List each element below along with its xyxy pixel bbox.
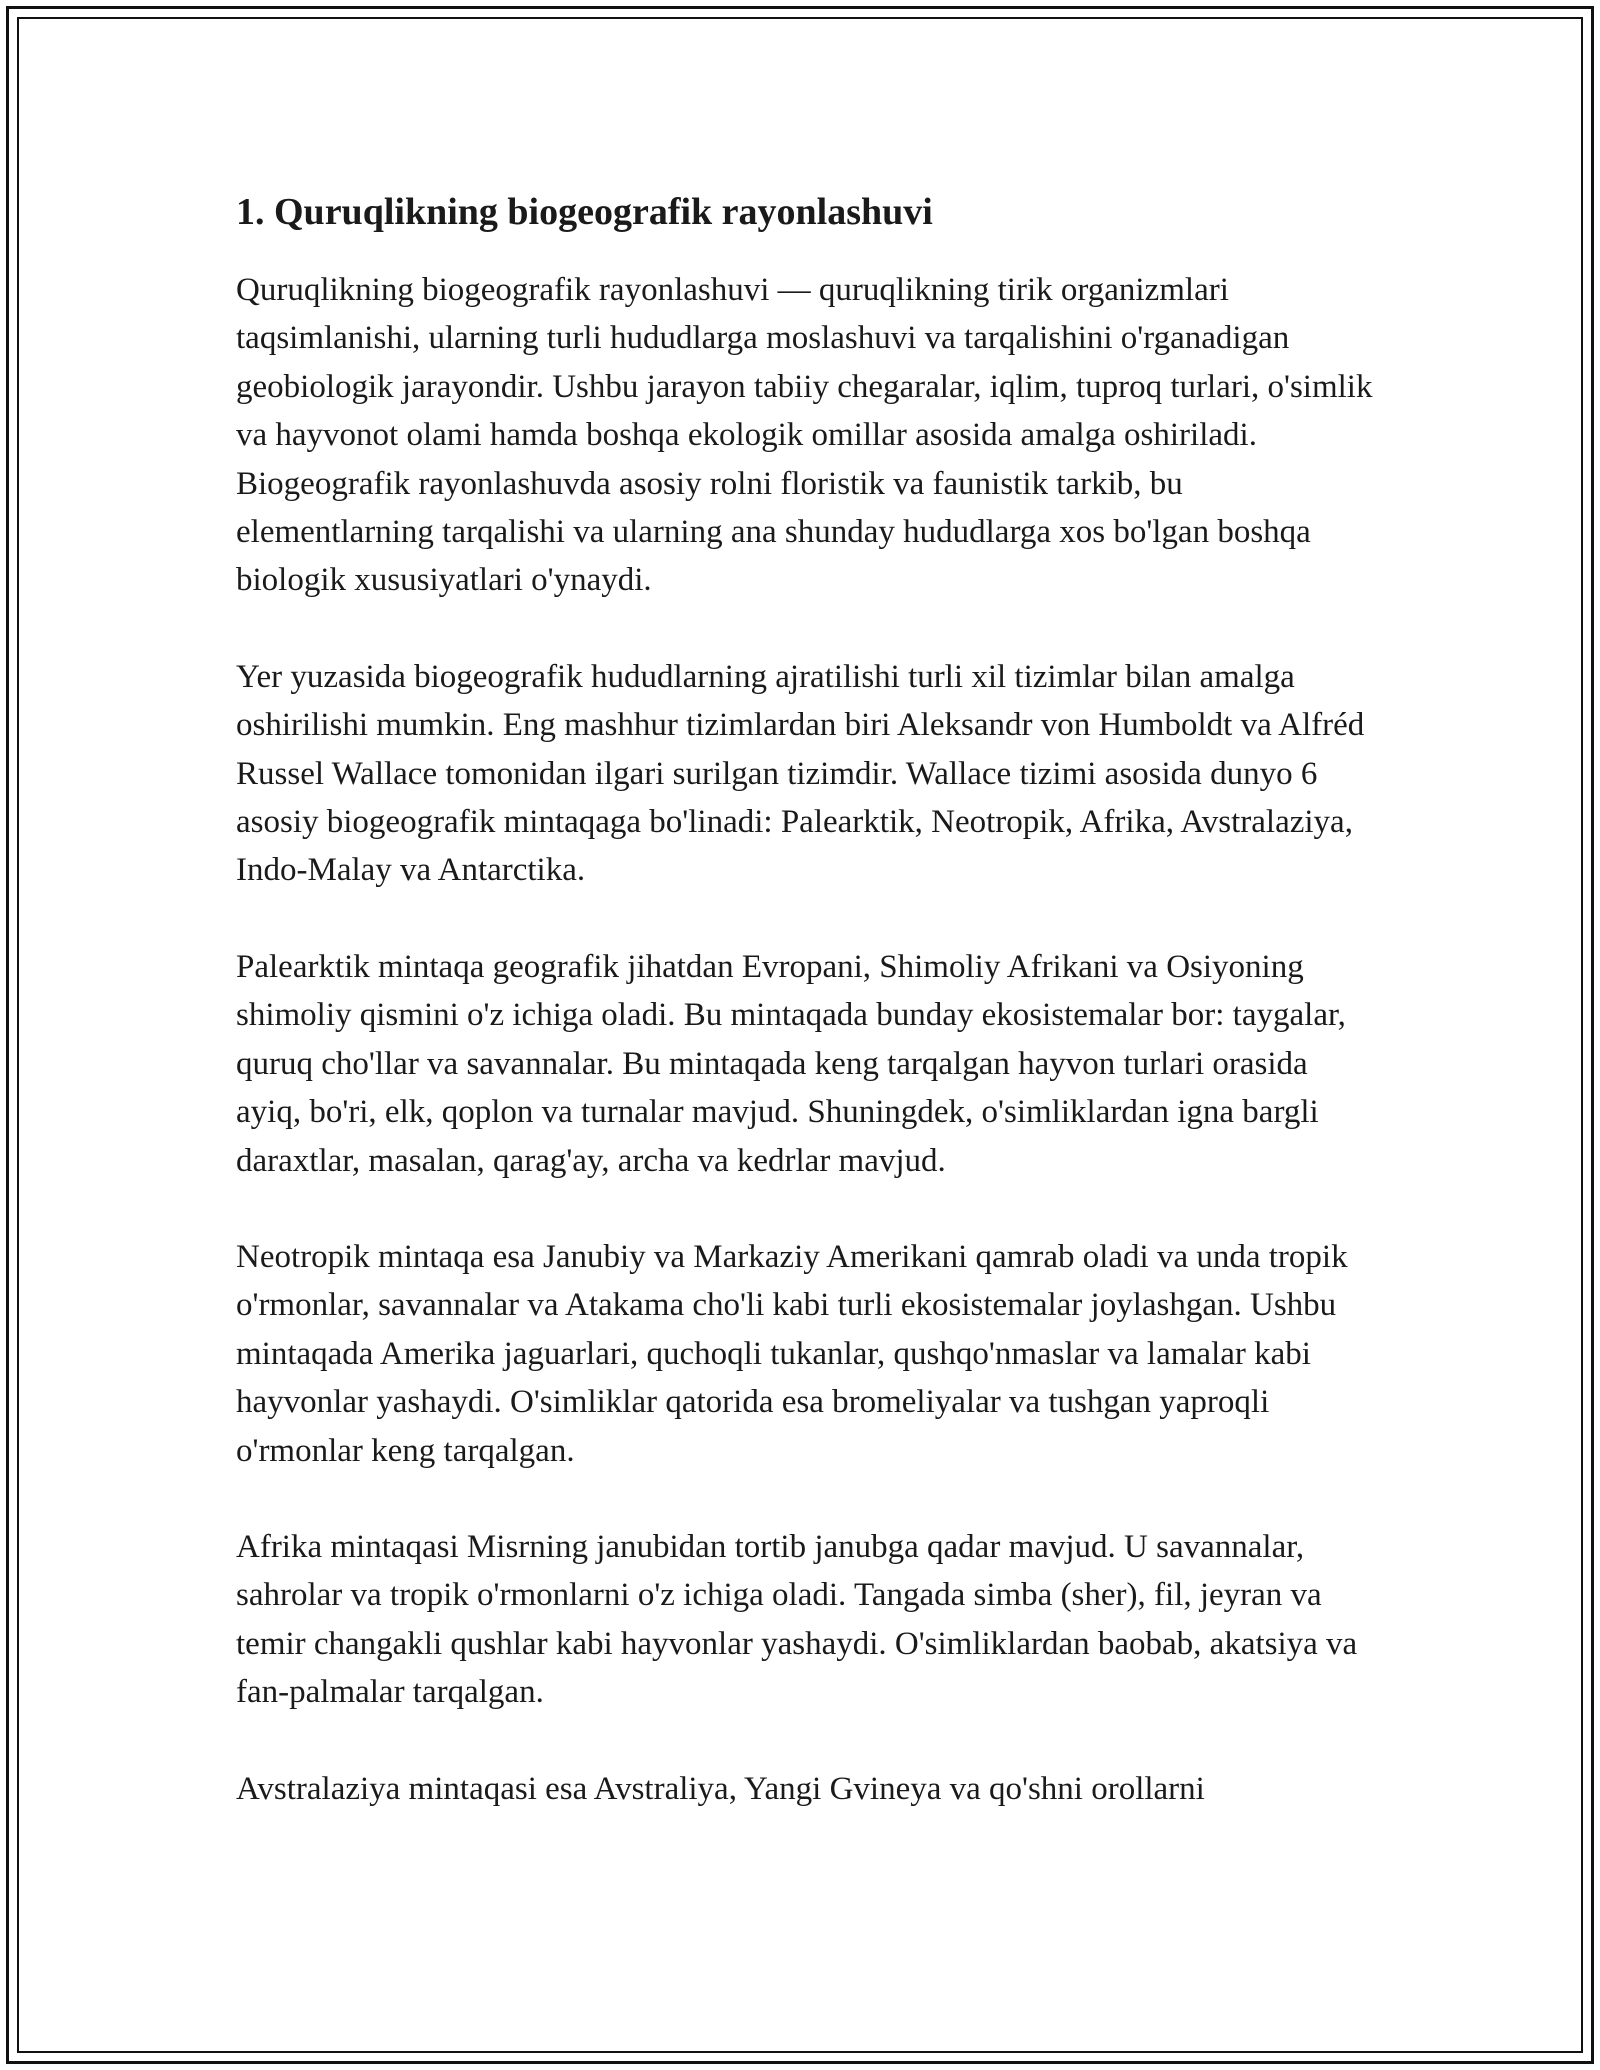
paragraph-systems: Yer yuzasida biogeografik hududlarning ajratilishi turli xil tizimlar bilan amalga oshirilishi mumkin. Eng mashhur tizimlardan biri Aleksandr von Humboldt va Alfréd Russel Wallace tomonidan ilgari surilgan tizimdir. Wallace tizimi asosida dunyo 6 asosiy biogeografik mintaqaga bo'linadi: Palearktik, Neotropik, Afrika, Avstralaziya, Indo-Malay va Antarctika. [236, 658, 1365, 889]
section-title: 1. Quruqlikning biogeografik rayonlashuvi [236, 191, 933, 233]
paragraph-australasia: Avstralaziya mintaqasi esa Avstraliya, Yangi Gvineya va qo'shni orollarni [236, 1770, 1205, 1807]
paragraph-intro: Quruqlikning biogeografik rayonlashuvi — quruqlikning tirik organizmlari taqsimlanishi, ularning turli hududlarga moslashuvi va tarqalishini o'rganadigan geobiologik jarayondir. Ushbu jarayon tabiiy chegaralar, iqlim, tuproq turlari, o'simlik va hayvonot olami hamda boshqa ekologik omillar asosida amalga oshiriladi. Biogeografik rayonlashuvda asosiy rolni floristik va faunistik tarkib, bu elementlarning tarqalishi va ularning ana shunday hududlarga xos bo'lgan boshqa biologik xususiyatlari o'ynaydi. [236, 272, 1373, 599]
paragraph-africa: Afrika mintaqasi Misrning janubidan tortib janubga qadar mavjud. U savannalar, sahrolar va tropik o'rmonlarni o'z ichiga oladi. Tangada simba (sher), fil, jeyran va temir changakli qushlar kabi hayvonlar yashaydi. O'simliklardan baobab, akatsiya va fan-palmalar tarqalgan. [236, 1528, 1358, 1711]
paragraph-neotropic: Neotropik mintaqa esa Janubiy va Markaziy Amerikani qamrab oladi va unda tropik o'rmonlar, savannalar va Atakama cho'li kabi turli ekosistemalar joylashgan. Ushbu mintaqada Amerika jaguarlari, quchoqli tukanlar, qushqo'nmaslar va lamalar kabi hayvonlar yashaydi. O'simliklar qatorida esa bromeliyalar va tushgan yaproqli o'rmonlar keng tarqalgan. [236, 1238, 1348, 1469]
paragraph-palearctic: Palearktik mintaqa geografik jihatdan Evropani, Shimoliy Afrikani va Osiyoning shimoliy qismini o'z ichiga oladi. Bu mintaqada bunday ekosistemalar bor: taygalar, quruq cho'llar va savannalar. Bu mintaqada keng tarqalgan hayvon turlari orasida ayiq, bo'ri, elk, qoplon va turnalar mavjud. Shuningdek, o'simliklardan igna bargli daraxtlar, masalan, qarag'ay, archa va kedrlar mavjud. [236, 948, 1346, 1179]
document-body [236, 186, 1376, 1861]
